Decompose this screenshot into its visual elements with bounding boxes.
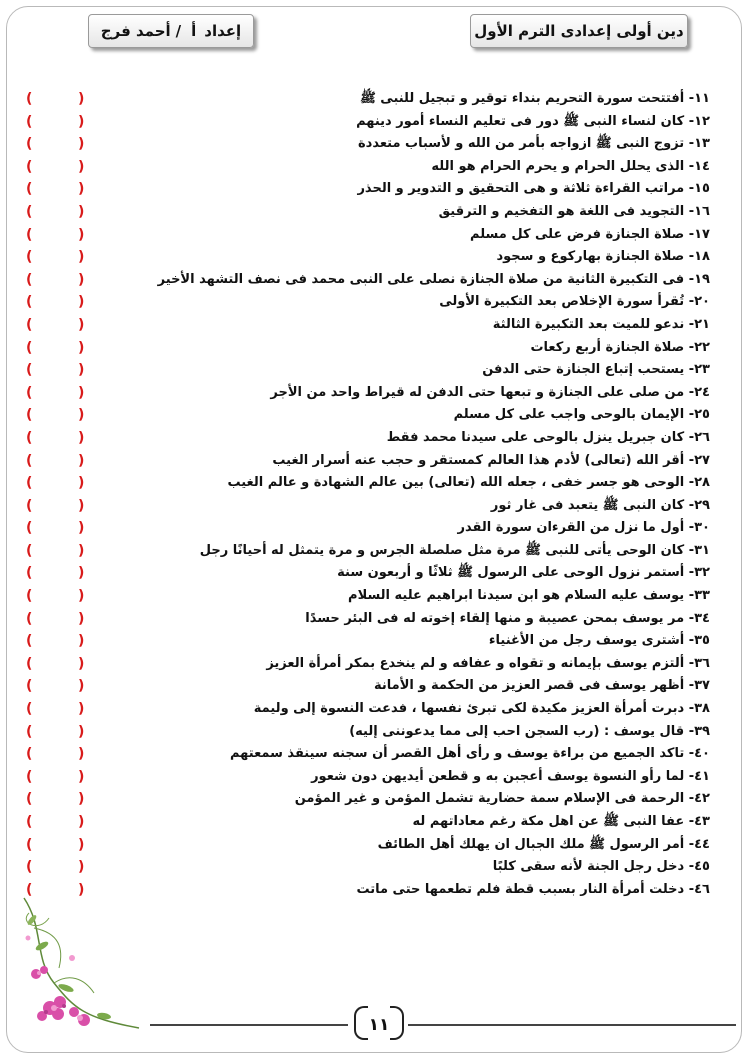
answer-paren-open: (	[26, 113, 33, 130]
answer-paren-close: )	[78, 768, 85, 785]
question-item	[20, 88, 710, 111]
question-item	[20, 675, 710, 698]
question-text: ١٨- صلاة الجنازة بهاركوع و سجود	[496, 249, 710, 265]
answer-paren-open: (	[26, 881, 33, 898]
answer-paren-close: )	[78, 294, 85, 311]
question-item	[20, 178, 710, 201]
answer-paren-open: (	[26, 746, 33, 763]
answer-paren-open: (	[26, 271, 33, 288]
answer-paren-open: (	[26, 181, 33, 198]
question-text: ١٣- تزوج النبى ﷺ ازواجه بأمر من الله و لأسباب متعددة	[357, 136, 710, 152]
question-text: ٢٠- تُقرأ سورة الإخلاص بعد التكبيرة الأولى	[439, 294, 710, 310]
question-text: ١٧- صلاة الجنازة فرض على كل مسلم	[470, 226, 710, 242]
subject-title-box	[470, 14, 688, 48]
question-text: ٤٢- الرحمة فى الإسلام سمة حضارية تشمل المؤمن و غير المؤمن	[294, 791, 710, 807]
answer-paren-open: (	[26, 633, 33, 650]
answer-paren-close: )	[78, 520, 85, 537]
question-item	[20, 472, 710, 495]
answer-paren-close: )	[78, 316, 85, 333]
question-item	[20, 698, 710, 721]
question-item	[20, 856, 710, 879]
answer-paren-open: (	[26, 678, 33, 695]
answer-paren-close: )	[78, 881, 85, 898]
question-item	[20, 133, 710, 156]
question-item	[20, 517, 710, 540]
question-text: ١٢- كان لنساء النبى ﷺ دور فى تعليم النساء أمور دينهم	[356, 113, 710, 129]
answer-paren-open: (	[26, 452, 33, 469]
teacher-name: أحمد فرج	[100, 22, 171, 40]
question-item	[20, 653, 710, 676]
header-separator: /	[175, 22, 182, 40]
answer-paren-close: )	[78, 362, 85, 379]
answer-paren-open: (	[26, 475, 33, 492]
answer-paren-open: (	[26, 91, 33, 107]
answer-paren-close: )	[78, 226, 85, 243]
question-item	[20, 721, 710, 744]
question-item	[20, 540, 710, 563]
question-item	[20, 224, 710, 247]
answer-paren-open: (	[26, 339, 33, 356]
answer-paren-open: (	[26, 249, 33, 266]
question-text: ١٩- فى التكبيرة الثانية من صلاة الجنازة نصلى على النبى محمد فى نصف التشهد الأخير	[157, 271, 710, 287]
question-item	[20, 427, 710, 450]
answer-paren-close: )	[78, 814, 85, 830]
question-item	[20, 495, 710, 518]
answer-paren-open: (	[26, 588, 33, 605]
question-text: ٢٢- صلاة الجنازة أربع ركعات	[530, 339, 710, 355]
question-text: ٤٤- أمر الرسول ﷺ ملك الجبال ان يهلك أهل الطائف	[377, 836, 710, 852]
author-box	[88, 14, 254, 48]
answer-paren-close: )	[78, 542, 85, 559]
question-item	[20, 585, 710, 608]
answer-paren-close: )	[78, 859, 85, 876]
question-item	[20, 788, 710, 811]
question-text: ٢٦- كان جبريل ينزل بالوحى على سيدنا محمد فقط	[386, 429, 710, 445]
question-text: ٢٨- الوحى هو جسر خفى ، جعله الله (تعالى) بين عالم الشهادة و عالم الغيب	[227, 475, 710, 491]
question-text: ٤٦- دخلت أمرأة النار بسبب قطة فلم تطعمها حتى ماتت	[356, 881, 710, 897]
subject-title: دين أولى إعدادى الترم الأول	[474, 22, 684, 40]
question-text: ١٤- الذى يحلل الحرام و يحرم الحرام هو الله	[431, 158, 710, 174]
answer-paren-open: (	[26, 791, 33, 808]
question-item	[20, 291, 710, 314]
answer-paren-close: )	[78, 791, 85, 808]
answer-paren-open: (	[26, 859, 33, 876]
page-number: ١١	[368, 1015, 390, 1035]
question-item	[20, 269, 710, 292]
answer-paren-open: (	[26, 565, 33, 582]
question-text: ٣٢- أستمر نزول الوحى على الرسول ﷺ ثلاثًا و أربعون سنة	[337, 565, 710, 581]
question-item	[20, 404, 710, 427]
question-item	[20, 608, 710, 631]
answer-paren-open: (	[26, 226, 33, 243]
answer-paren-close: )	[78, 588, 85, 605]
answer-paren-open: (	[26, 136, 33, 153]
flower-decoration-icon	[14, 888, 146, 1036]
question-item	[20, 246, 710, 269]
answer-paren-open: (	[26, 768, 33, 785]
answer-paren-open: (	[26, 655, 33, 672]
question-text: ٤١- لما رأو النسوة يوسف أعجبن به و قطعن أيديهن دون شعور	[311, 768, 710, 784]
answer-paren-close: )	[78, 429, 85, 446]
question-text: ٢٤- من صلى على الجنازة و تبعها حتى الدفن له قيراط واحد من الأجر	[270, 384, 710, 400]
question-text: ٣٨- دبرت أمرأة العزيز مكيدة لكى تبرئ نفسها ، فدعت النسوة إلى وليمة	[253, 701, 710, 717]
answer-paren-close: )	[78, 339, 85, 356]
answer-paren-close: )	[78, 452, 85, 469]
answer-paren-open: (	[26, 294, 33, 311]
prepared-label: إعداد	[204, 22, 242, 40]
answer-paren-open: (	[26, 316, 33, 333]
answer-paren-close: )	[78, 181, 85, 198]
answer-paren-open: (	[26, 814, 33, 830]
question-text: ٢٧- أقر الله (تعالى) لأدم هذا العالم كمستقر و حجب عنه أسرار الغيب	[272, 452, 710, 468]
answer-paren-close: )	[78, 836, 85, 853]
answer-paren-close: )	[78, 610, 85, 627]
answer-paren-close: )	[78, 565, 85, 582]
answer-paren-open: (	[26, 384, 33, 401]
question-item	[20, 314, 710, 337]
answer-paren-close: )	[78, 746, 85, 763]
answer-paren-close: )	[78, 91, 85, 107]
question-text: ٢٩- كان النبى ﷺ يتعبد فى غار ثور	[490, 497, 710, 513]
answer-paren-open: (	[26, 701, 33, 718]
answer-paren-open: (	[26, 362, 33, 379]
question-text: ١٦- التجويد فى اللغة هو التفخيم و الترقيق	[438, 203, 710, 219]
question-item	[20, 630, 710, 653]
question-text: ٢٣- يستحب إتباع الجنازة حتى الدفن	[482, 362, 710, 378]
question-text: ٤٣- عفا النبى ﷺ عن اهل مكة رغم معاداتهم له	[412, 814, 710, 829]
answer-paren-close: )	[78, 249, 85, 266]
question-item	[20, 766, 710, 789]
answer-paren-open: (	[26, 158, 33, 175]
question-text: ٣٦- ألتزم يوسف بإيمانه و تقواه و عفافه و لم ينخدع بمكر أمرأة العزيز	[266, 655, 710, 671]
question-text: ٢٥- الإيمان بالوحى واجب على كل مسلم	[453, 407, 710, 423]
question-text: ٣١- كان الوحى يأتى للنبى ﷺ مرة مثل صلصلة الجرس و مرة يتمثل له أحيانًا رجل	[199, 542, 710, 558]
question-text: ٣٤- مر يوسف بمحن عصيبة و منها إلقاء إخوته له فى البئر حسدًا	[305, 610, 710, 626]
question-text: ٤٠- تاكد الجميع من براءة يوسف و رأى أهل القصر أن سجنه سينقذ سمعتهم	[229, 746, 710, 762]
question-text: ٣٠- أول ما نزل من القرءان سورة القدر	[457, 520, 710, 536]
answer-paren-open: (	[26, 407, 33, 424]
question-item	[20, 562, 710, 585]
question-item	[20, 382, 710, 405]
question-item	[20, 450, 710, 473]
answer-paren-close: )	[78, 701, 85, 718]
answer-paren-close: )	[78, 655, 85, 672]
question-item	[20, 337, 710, 360]
question-item	[20, 811, 710, 834]
question-text: ٣٧- أظهر يوسف فى قصر العزيز من الحكمة و الأمانة	[374, 678, 710, 694]
question-text: ٢١- ندعو للميت بعد التكبيرة الثالثة	[492, 316, 710, 332]
footer-rule-right	[408, 1024, 736, 1026]
question-list	[20, 88, 710, 901]
question-text: ٣٩- قال يوسف : (رب السجن احب إلى مما يدعوننى إليه)	[349, 723, 710, 739]
question-item	[20, 359, 710, 382]
answer-paren-close: )	[78, 497, 85, 514]
answer-paren-open: (	[26, 520, 33, 537]
answer-paren-open: (	[26, 203, 33, 220]
answer-paren-close: )	[78, 723, 85, 740]
answer-paren-close: )	[78, 113, 85, 130]
question-item	[20, 743, 710, 766]
question-item	[20, 201, 710, 224]
question-text: ٣٣- يوسف عليه السلام هو ابن سيدنا ابراهيم عليه السلام	[348, 588, 710, 604]
answer-paren-close: )	[78, 271, 85, 288]
question-text: ٣٥- أشترى يوسف رجل من الأغنياء	[488, 633, 710, 649]
question-item	[20, 156, 710, 179]
answer-paren-open: (	[26, 610, 33, 627]
answer-paren-close: )	[78, 203, 85, 220]
answer-paren-close: )	[78, 633, 85, 650]
answer-paren-close: )	[78, 158, 85, 175]
answer-paren-open: (	[26, 429, 33, 446]
answer-paren-open: (	[26, 723, 33, 740]
answer-paren-close: )	[78, 384, 85, 401]
question-text: ١١- أفتتحت سورة التحريم بنداء توقير و تبجيل للنبى ﷺ	[360, 91, 710, 106]
footer-rule-left	[150, 1024, 348, 1026]
answer-paren-close: )	[78, 678, 85, 695]
answer-paren-open: (	[26, 836, 33, 853]
answer-paren-open: (	[26, 497, 33, 514]
question-item	[20, 834, 710, 857]
answer-paren-close: )	[78, 136, 85, 153]
answer-paren-close: )	[78, 475, 85, 492]
answer-paren-close: )	[78, 407, 85, 424]
answer-paren-open: (	[26, 542, 33, 559]
question-text: ١٥- مراتب القراءة ثلاثة و هى التحقيق و التدوير و الحذر	[357, 181, 710, 197]
question-text: ٤٥- دخل رجل الجنة لأنه سقى كلبًا	[492, 859, 710, 875]
question-item	[20, 111, 710, 134]
teacher-prefix: أ	[191, 22, 197, 40]
